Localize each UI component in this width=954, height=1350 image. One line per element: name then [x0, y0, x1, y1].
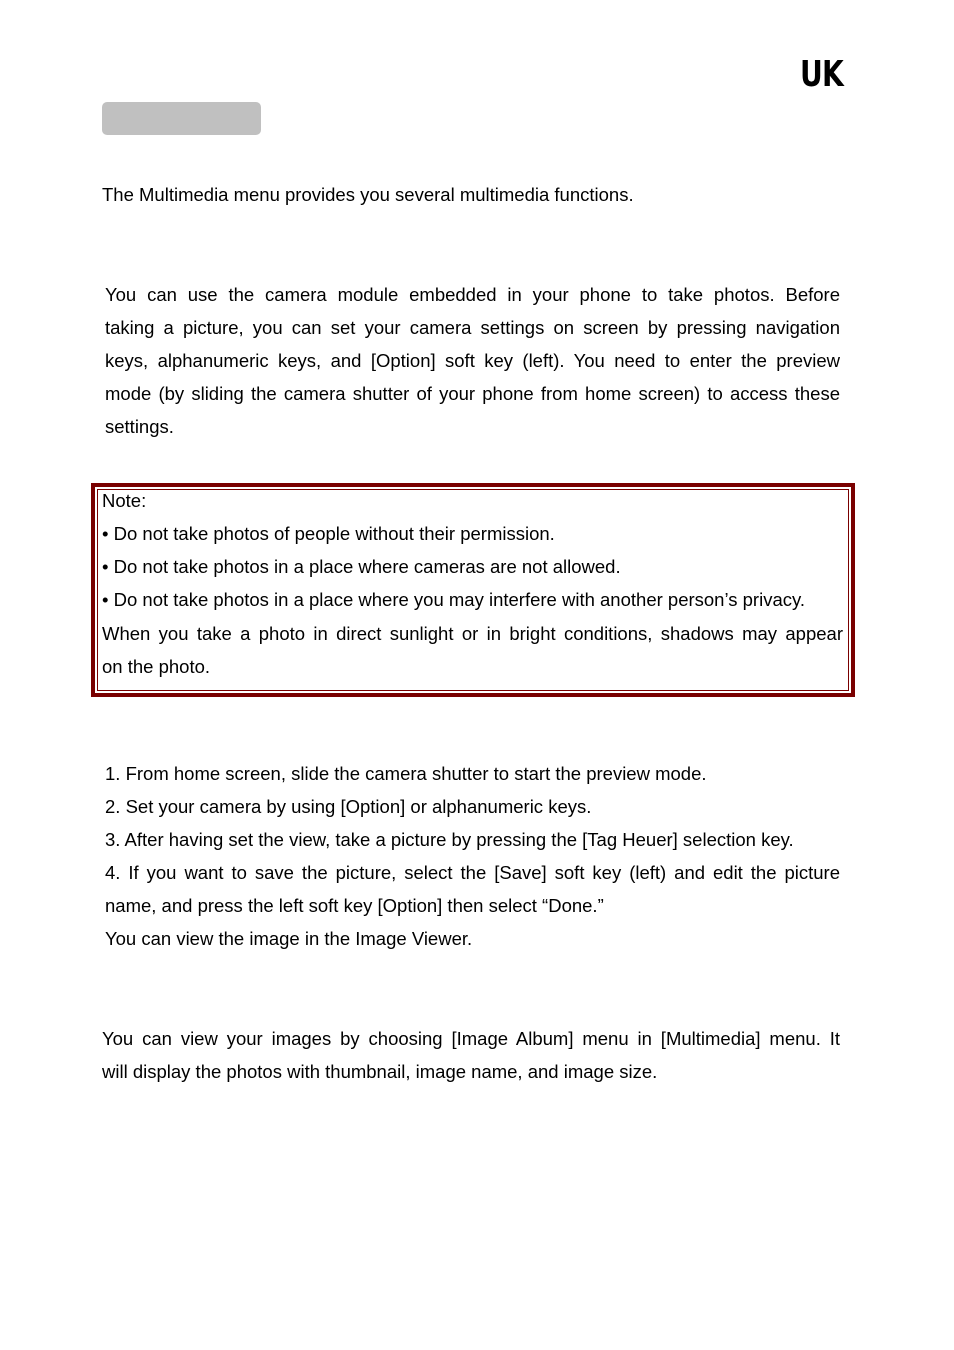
paragraph-line: taking a picture, you can set your camera settings on screen by pressing navigation: [105, 317, 840, 338]
paragraph-line: settings.: [105, 416, 174, 437]
paragraph-line: keys, alphanumeric keys, and [Option] soft key (left). You need to enter the preview: [105, 350, 840, 371]
intro-text: The Multimedia menu provides you several multimedia functions.: [102, 184, 634, 205]
note-bullet: • Do not take photos in a place where cameras are not allowed.: [102, 556, 621, 577]
step-note: You can view the image in the Image Viewer.: [105, 928, 473, 949]
paragraph-line: You can use the camera module embedded in your phone to take photos. Before: [105, 284, 840, 305]
language-label: UK: [800, 54, 844, 95]
step-item-continued: name, and press the left soft key [Option] then select “Done.”: [105, 895, 604, 916]
note-sunlight-line: on the photo.: [102, 656, 211, 677]
paragraph-line: will display the photos with thumbnail, image name, and image size.: [102, 1061, 658, 1082]
step-item: 2. Set your camera by using [Option] or alphanumeric keys.: [105, 796, 592, 817]
step-item: 3. After having set the view, take a picture by pressing the [Tag Heuer] selection key.: [105, 829, 794, 850]
note-bullet: • Do not take photos of people without their permission.: [102, 523, 555, 544]
step-item: 1. From home screen, slide the camera shutter to start the preview mode.: [105, 763, 707, 784]
paragraph-line: mode (by sliding the camera shutter of your phone from home screen) to access these: [105, 383, 840, 404]
note-bullet: • Do not take photos in a place where you may interfere with another person’s privacy.: [102, 589, 805, 610]
paragraph-line: You can view your images by choosing [Image Album] menu in [Multimedia] menu. It: [102, 1028, 840, 1049]
note-sunlight-line: When you take a photo in direct sunlight or in bright conditions, shadows may appear: [102, 623, 843, 644]
note-title: Note:: [102, 490, 147, 511]
step-item: 4. If you want to save the picture, select the [Save] soft key (left) and edit the picture: [105, 862, 840, 883]
section-heading-tab: [102, 102, 261, 135]
